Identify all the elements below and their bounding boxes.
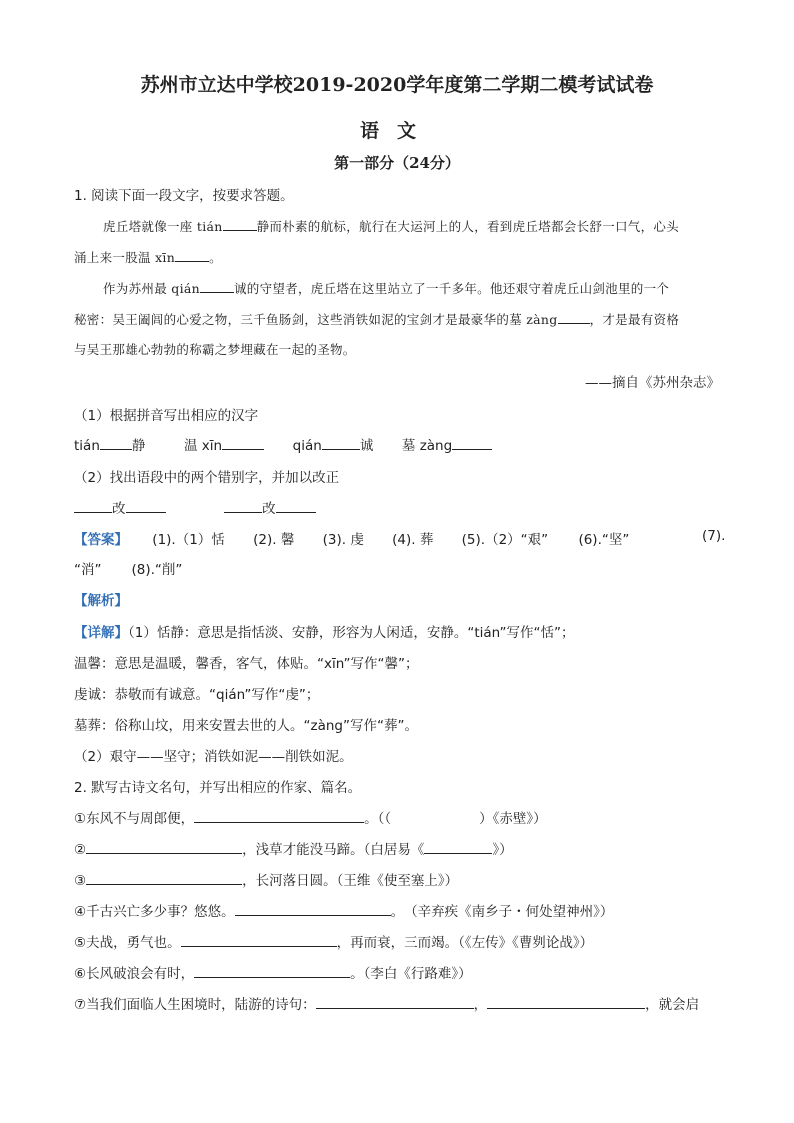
blank[interactable] [452,435,492,450]
q1-stem: 1. 阅读下面一段文字，按要求答题。 [74,188,294,204]
blank[interactable] [181,932,337,947]
passage-line-3: 作为苏州最 qián 诚的守望者，虎丘塔在这里站立了一千多年。他还艰守着虎丘山剑池里的一个 [103,278,669,297]
detail-line-5: （2）艰守——坚守；消铁如泥——削铁如泥。 [74,749,353,765]
blank[interactable] [86,870,242,885]
passage-line-1: 虎丘塔就像一座 tián 静而朴素的航标，航行在大运河上的人，看到虎丘塔都会长舒一口气，心头 [103,216,679,235]
answer-7: (7). [702,528,726,544]
blank[interactable] [424,839,492,854]
analysis-tag: 【解析】 [74,593,128,609]
passage-line-4: 秘密：吴王阖闾的心爱之物，三千鱼肠剑，这些消铁如泥的宝剑才是最豪华的墓 zàng ，才是最有资格 [74,309,679,328]
blank[interactable] [194,963,350,978]
q2-stem: 2. 默写古诗文名句，并写出相应的作家、篇名。 [74,780,362,796]
detail-line-3: 虔诚：恭敬而有诚意。“qián”写作“虔”； [74,687,320,703]
blank[interactable] [175,247,209,262]
sub-question-1: （1）根据拼音写出相应的汉字 [74,408,259,424]
blank[interactable] [276,498,316,513]
blank[interactable] [235,901,391,916]
blank[interactable] [487,994,645,1009]
blank[interactable] [322,435,360,450]
answer-row-2: “消” (8).“削” [74,562,183,578]
blank[interactable] [224,498,262,513]
blank[interactable] [100,435,132,450]
blank[interactable] [74,498,112,513]
detail-line-1: 【详解】（1）恬静：意思是指恬淡、安静，形容为人闲适，安静。“tián”写作“恬”； [74,625,575,641]
blank[interactable] [222,435,264,450]
passage-line-5: 与吴王那雄心勃勃的称霸之梦埋藏在一起的圣物。 [74,342,356,357]
blank[interactable] [126,498,166,513]
subject-title: 语文 [359,120,434,142]
blank[interactable] [86,839,242,854]
blank[interactable] [194,808,364,823]
q2-item-4: ④千古兴亡多少事？悠悠。 。 （辛弃疾《南乡子・何处望神州》） [74,900,613,920]
q2-item-3: ③ ，长河落日圆。（王维《使至塞上》） [74,869,458,889]
passage-line-2: 涌上来一股温 xīn 。 [74,247,222,266]
detail-line-2: 温馨：意思是温暖，馨香，客气，体贴。“xīn”写作“馨”； [74,656,419,672]
answer-tag: 【答案】 [74,532,128,548]
pinyin-row: tián 静 温 xīn qián 诚 墓 zàng [74,434,492,454]
blank[interactable] [558,309,590,324]
source-note: ——摘自《苏州杂志》 [585,375,720,391]
page-title: 苏州市立达中学校2019-2020学年度第二学期二模考试试卷 [140,74,654,96]
section-title: 第一部分（24分） [334,154,460,172]
q2-item-6: ⑥长风破浪会有时， 。（李白《行路难》） [74,962,472,982]
q2-item-1: ①东风不与周郎便， 。（（ ）《赤壁》） [74,807,547,827]
detail-line-4: 墓葬：俗称山坟，用来安置去世的人。“zàng”写作“葬”。 [74,718,418,734]
q2-item-2: ② ，浅草才能没马蹄。（白居易《 》） [74,838,513,858]
correction-row: 改 改 [74,497,316,517]
blank[interactable] [200,278,234,293]
q2-item-7: ⑦当我们面临人生困境时，陆游的诗句： ， ，就会启 [74,993,699,1013]
answer-row: 【答案】 (1).（1）恬 (2). 馨 (3). 虔 (4). 葬 (5).（2）“艰” (6).“坚” [74,528,629,548]
q2-item-5: ⑤夫战，勇气也。 ，再而衰，三而竭。（《左传》《曹刿论战》） [74,931,593,951]
blank[interactable] [316,994,474,1009]
sub-question-2: （2）找出语段中的两个错别字，并加以改正 [74,470,340,486]
blank[interactable] [223,216,257,231]
